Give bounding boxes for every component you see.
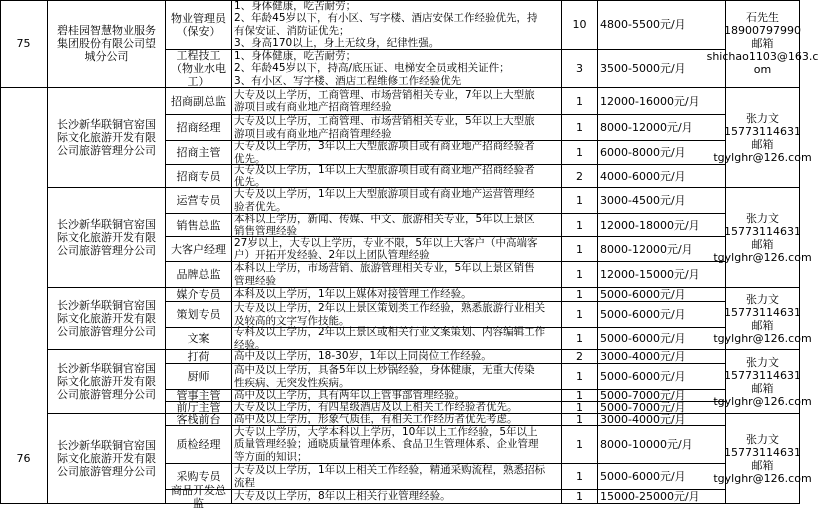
post-name: 商品开发总监 [166, 490, 232, 504]
company-name: 长沙新华联铜官窑国 际文化旅游开发有限 公司旅游管理分公司 [48, 350, 166, 414]
salary: 8000-12000元/月 [598, 237, 726, 262]
salary: 8000-10000元/月 [598, 426, 726, 464]
salary: 12000-16000元/月 [598, 88, 726, 115]
company-name: 长沙新华联铜官窑国 际文化旅游开发有限 公司旅游管理分公司 [48, 188, 166, 288]
headcount: 1 [562, 490, 598, 504]
requirement: 大专及以上学历，2年以上景区策划类工作经验，熟悉旅游行业相关 及较高的文字写作技能。 [232, 302, 562, 328]
headcount: 10 [562, 0, 598, 50]
headcount: 1 [562, 464, 598, 490]
row-number-spacer [0, 188, 48, 288]
salary: 5000-6000元/月 [598, 288, 726, 302]
requirement: 1、身体健康，吃苦耐劳； 2、年龄45岁以下，有小区、写字楼、酒店安保工作经验优先，持 有保安证、消防证优先； 3、身高170以上，身上无纹身，纪律性强。 [232, 0, 562, 50]
headcount: 2 [562, 350, 598, 364]
salary: 15000-25000元/月 [598, 490, 726, 504]
post-name: 招商副总监 [166, 88, 232, 115]
headcount: 1 [562, 288, 598, 302]
headcount: 1 [562, 214, 598, 237]
salary: 4000-6000元/月 [598, 165, 726, 188]
requirement: 大专及以上学历，1年以上大型旅游项目或有商业地产运营管理经 验者优先。 [232, 188, 562, 214]
headcount: 1 [562, 302, 598, 328]
row-number-spacer [0, 288, 48, 350]
row-number: 75 [0, 0, 48, 88]
headcount: 1 [562, 237, 598, 262]
company-name: 长沙新华联铜官窑国 际文化旅游开发有限 公司旅游管理分公司 [48, 288, 166, 350]
post-name: 管事主管 [166, 390, 232, 402]
salary: 12000-18000元/月 [598, 214, 726, 237]
salary: 3000-4000元/月 [598, 414, 726, 426]
requirement: 大专以上学历，大学本科以上学历，10年以上工作经验，5年以上 质量管理经验；通晓质量管理体系、食品卫生管理体系、企业管理 等方面的知识； [232, 426, 562, 464]
headcount: 1 [562, 188, 598, 214]
headcount: 1 [562, 364, 598, 390]
headcount: 1 [562, 141, 598, 165]
headcount: 1 [562, 88, 598, 115]
contact-info: 张力文 15773114631 邮箱 tgylghr@126.com [726, 88, 800, 188]
post-name: 品牌总监 [166, 262, 232, 288]
salary: 6000-8000元/月 [598, 141, 726, 165]
requirement: 大专及以上学历，1年以上大型旅游项目或有商业地产招商经验者 优先。 [232, 165, 562, 188]
post-name: 质检经理 [166, 426, 232, 464]
headcount: 1 [562, 115, 598, 141]
requirement: 大专及以上学历，8年以上相关行业管理经验。 [232, 490, 562, 504]
headcount: 1 [562, 426, 598, 464]
headcount: 1 [562, 328, 598, 350]
post-name: 运营专员 [166, 188, 232, 214]
post-name: 媒介专员 [166, 288, 232, 302]
salary: 5000-6000元/月 [598, 464, 726, 490]
post-name: 策划专员 [166, 302, 232, 328]
salary: 4800-5500元/月 [598, 0, 726, 50]
headcount: 2 [562, 165, 598, 188]
contact-info: 张力文 15773114631 邮箱 tgylghr@126.com [726, 414, 800, 504]
post-name: 客栈前台 [166, 414, 232, 426]
salary: 3000-4500元/月 [598, 188, 726, 214]
requirement: 专科及以上学历，2年以上景区或相关行业文案策划、内容编辑工作 经验。 [232, 328, 562, 350]
post-name: 销售总监 [166, 214, 232, 237]
requirement: 高中及以上学历，18-30岁，1年以上同岗位工作经验。 [232, 350, 562, 364]
post-name: 大客户经理 [166, 237, 232, 262]
salary: 3000-4000元/月 [598, 350, 726, 364]
post-name: 工程技工 （物业水电工） [166, 50, 232, 88]
salary: 12000-15000元/月 [598, 262, 726, 288]
salary: 5000-6000元/月 [598, 328, 726, 350]
requirement: 大专及以上学历，有四星级酒店及以上相关工作经验者优先。 [232, 402, 562, 414]
requirement: 大专及以上学历，3年以上大型旅游项目或有商业地产招商经验者 优先。 [232, 141, 562, 165]
post-name: 招商主管 [166, 141, 232, 165]
post-name: 文案 [166, 328, 232, 350]
salary: 5000-7000元/月 [598, 402, 726, 414]
salary: 5000-6000元/月 [598, 302, 726, 328]
post-name: 打荷 [166, 350, 232, 364]
company-name: 碧桂园智慧物业服务 集团股份有限公司望 城分公司 [48, 0, 166, 88]
contact-info: 石先生 18900797990 邮箱 shichao1103@163.c om [726, 0, 800, 88]
contact-info: 张力文 15773114631 邮箱 tgylghr@126.com [726, 188, 800, 288]
row-number: 76 [0, 414, 48, 504]
requirement: 高中及以上学历，具备5年以上炒锅经验，身体健康，无重大传染 性疾病、无突发性疾病。 [232, 364, 562, 390]
post-name: 物业管理员 （保安） [166, 0, 232, 50]
requirement: 大专及以上学历，1年以上相关工作经验，精通采购流程，熟悉招标 流程 [232, 464, 562, 490]
salary: 5000-7000元/月 [598, 390, 726, 402]
company-name: 长沙新华联铜官窑国 际文化旅游开发有限 公司旅游管理分公司 [48, 88, 166, 188]
salary: 3500-5000元/月 [598, 50, 726, 88]
requirement: 大专及以上学历，工商管理、市场营销相关专业，7年以上大型旅 游项目或有商业地产招商管理经验 [232, 88, 562, 115]
post-name: 采购专员 [166, 464, 232, 490]
salary: 8000-12000元/月 [598, 115, 726, 141]
headcount: 3 [562, 50, 598, 88]
row-number-spacer [0, 350, 48, 414]
post-name: 前厅主管 [166, 402, 232, 414]
requirement: 大专及以上学历，工商管理、市场营销相关专业，5年以上大型旅 游项目或有商业地产招商管理经验 [232, 115, 562, 141]
contact-info: 张力文 15773114631 邮箱 tgylghr@126.com [726, 350, 800, 414]
post-name: 招商专员 [166, 165, 232, 188]
requirement: 本科及以上学历，1年以上媒体对接管理工作经验。 [232, 288, 562, 302]
headcount: 1 [562, 262, 598, 288]
requirement: 本科以上学历，新闻、传媒、中文、旅游相关专业，5年以上景区 销售管理经验 [232, 214, 562, 237]
requirement: 27岁以上，大专以上学历，专业不限，5年以上大客户（中高端客 户）开拓开发经验、2年以上团队管理经验 [232, 237, 562, 262]
requirement: 本科以上学历，市场营销、旅游管理相关专业，5年以上景区销售 管理经验 [232, 262, 562, 288]
headcount: 1 [562, 402, 598, 414]
company-name: 长沙新华联铜官窑国 际文化旅游开发有限 公司旅游管理分公司 [48, 414, 166, 504]
contact-info: 张力文 15773114631 邮箱 tgylghr@126.com [726, 288, 800, 350]
post-name: 厨师 [166, 364, 232, 390]
requirement: 高中及以上学历，形象气质佳，有相关工作经历者优先考虑。 [232, 414, 562, 426]
headcount: 1 [562, 390, 598, 402]
row-number-spacer [0, 88, 48, 188]
headcount: 1 [562, 414, 598, 426]
requirement: 高中及以上学历，具有两年以上管事部管理经验。 [232, 390, 562, 402]
salary: 5000-6000元/月 [598, 364, 726, 390]
requirement: 1、身体健康，吃苦耐劳； 2、年龄45岁以下，持高/底压证、电梯安全员或相关证件； 3、有小区、写字楼、酒店工程维修工作经验优先 [232, 50, 562, 88]
post-name: 招商经理 [166, 115, 232, 141]
